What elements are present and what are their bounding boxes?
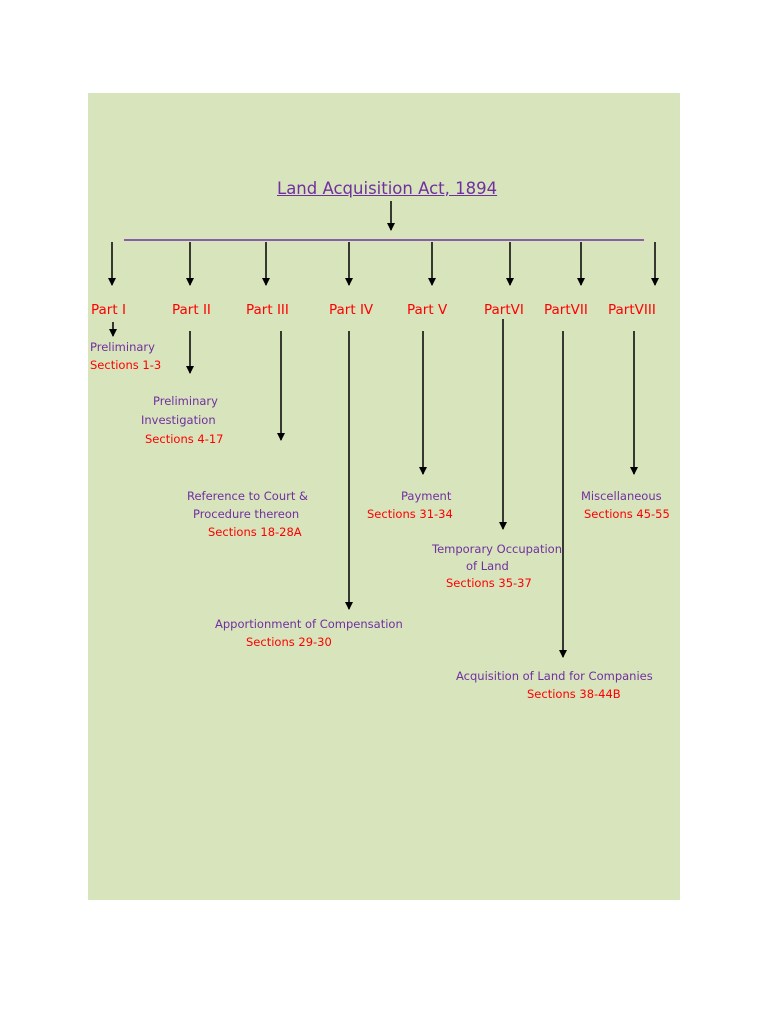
part-3-sections: Sections 18-28A xyxy=(208,525,302,539)
part-5-sections: Sections 31-34 xyxy=(367,507,453,521)
part-4-sections: Sections 29-30 xyxy=(246,635,332,649)
part-2-name-line2: Investigation xyxy=(141,413,216,427)
part-5-label: Part V xyxy=(407,302,448,318)
part-6-name-line2: of Land xyxy=(466,559,509,573)
part-4-label: Part IV xyxy=(329,302,374,318)
part-1-label: Part I xyxy=(91,302,126,318)
part-7-sections: Sections 38-44B xyxy=(527,687,621,701)
part-6-sections: Sections 35-37 xyxy=(446,576,532,590)
part-3-label: Part III xyxy=(246,302,289,318)
part-8-sections: Sections 45-55 xyxy=(584,507,670,521)
part-6-label: PartVI xyxy=(484,302,524,318)
diagram-title: Land Acquisition Act, 1894 xyxy=(277,179,498,198)
part-6-name-line1: Temporary Occupation xyxy=(432,542,563,556)
part-3-name-line2: Procedure thereon xyxy=(193,507,300,521)
part-2-sections: Sections 4-17 xyxy=(145,432,224,446)
part-1-name: Preliminary xyxy=(90,340,155,354)
part-5-name: Payment xyxy=(401,489,452,503)
part-3-name-line1: Reference to Court & xyxy=(187,489,308,503)
part-7-name: Acquisition of Land for Companies xyxy=(456,669,653,683)
part-8-name: Miscellaneous xyxy=(581,489,662,503)
part-4-name: Apportionment of Compensation xyxy=(215,617,403,631)
part-2-label: Part II xyxy=(172,302,211,318)
part-8-label: PartVIII xyxy=(608,302,656,318)
part-7-label: PartVII xyxy=(544,302,588,318)
part-1-sections: Sections 1-3 xyxy=(90,358,162,372)
part-2-name-line1: Preliminary xyxy=(153,394,218,408)
